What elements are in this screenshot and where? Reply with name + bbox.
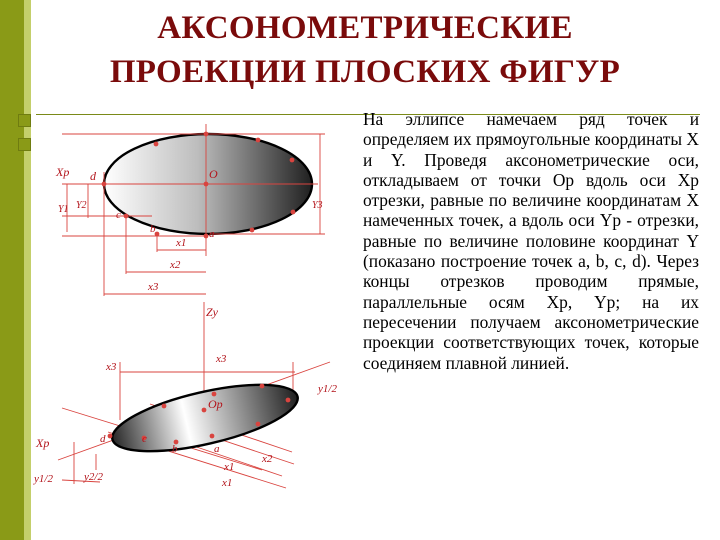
bottom-dim-x3-top-right: x3 [216, 353, 227, 365]
bottom-label-d: d [100, 433, 106, 445]
bottom-label-y1-2-left: y1/2 [34, 473, 53, 485]
top-label-o: O [209, 167, 218, 181]
bottom-label-y2-2: y2/2 [84, 471, 103, 483]
top-label-c: c [116, 209, 121, 221]
title-line-2: ПРОЕКЦИИ ПЛОСКИХ ФИГУР [109, 54, 621, 90]
bottom-dim-x2: x2 [262, 453, 273, 465]
top-label-a: a [209, 228, 215, 240]
top-label-y1: Y1 [58, 204, 69, 215]
top-label-b: b [150, 223, 156, 235]
top-label-d: d [90, 169, 96, 183]
top-dim-x3: x3 [148, 281, 159, 293]
bottom-label-b: b [172, 443, 178, 455]
bottom-label-op: Op [208, 397, 223, 411]
bottom-drawing [33, 302, 337, 489]
title-line-1: АКСОНОМЕТРИЧЕСКИЕ [157, 10, 573, 46]
top-dim-x1: x1 [176, 237, 187, 249]
body-paragraph: На эллипсе намечаем ряд точек и определяем их прямоугольные координаты X и Y. Проведя аксонометрические оси, откладываем от точки Oр вдоль оси Xр отрезки, равные по величине координатам X намеченных точек, а вдоль оси Yр - отрезки, равные по величине половине координат Y (показано построение точек а, b, с, d). Через концы отрезков проводим прямые, параллельные осям Xр, Yр; на их пересечении получаем аксонометрические проекции соответствующих точек, которые соединяем плавной линией. [363, 109, 699, 373]
bottom-label-y1-2-right: y1/2 [318, 383, 337, 395]
bottom-label-a: a [214, 443, 220, 455]
bottom-label-zy: Zy [206, 305, 218, 319]
top-label-y2: Y2 [76, 200, 87, 211]
top-drawing [55, 124, 325, 296]
top-dim-x2: x2 [170, 259, 181, 271]
top-label-y3: Y3 [312, 200, 323, 211]
top-label-xp: Xp [56, 165, 70, 179]
bottom-dim-x1: x1 [224, 461, 235, 473]
bottom-dim-x1b: x1 [222, 477, 233, 489]
bottom-dim-x3-top: x3 [106, 361, 117, 373]
bottom-label-xp: Xp [36, 436, 50, 450]
bottom-label-c: c [142, 433, 147, 445]
bottom-ellipse [107, 371, 304, 464]
